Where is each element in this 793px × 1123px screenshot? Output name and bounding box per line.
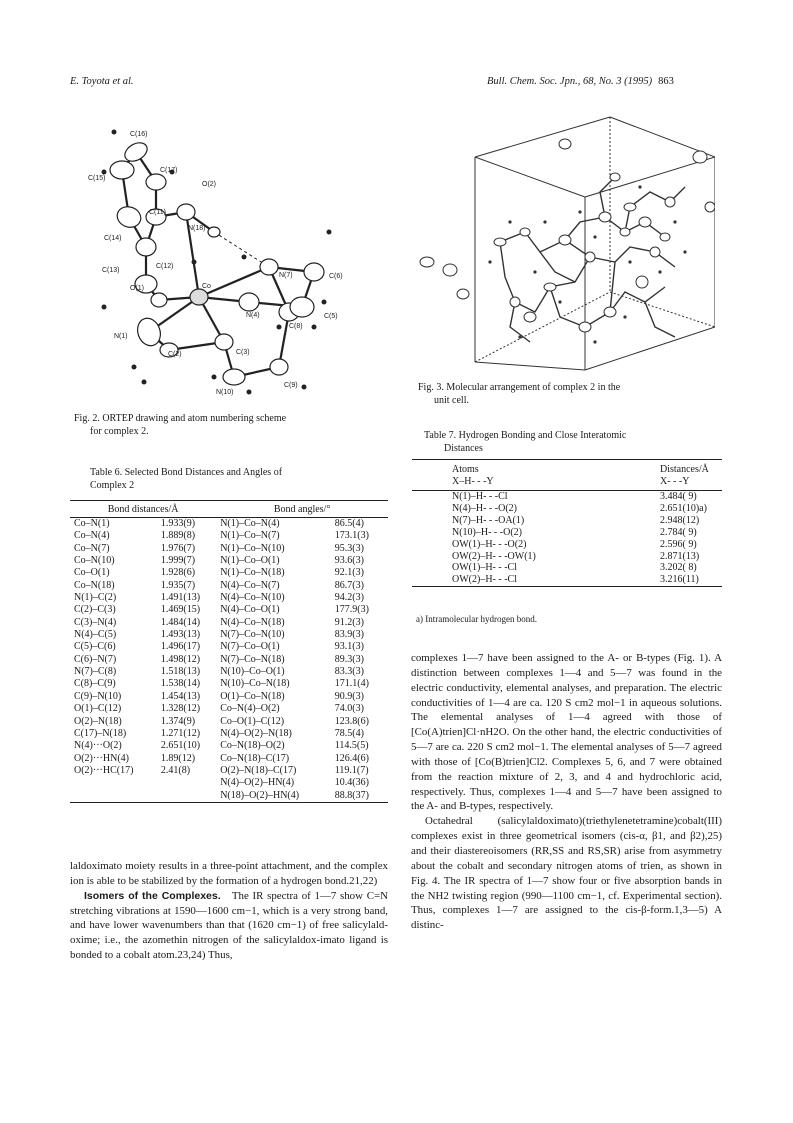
table-cell: 1.889(8) xyxy=(160,530,196,542)
table7-caption xyxy=(424,429,724,455)
table-row xyxy=(70,678,388,690)
fig3-caption-line2: unit cell. xyxy=(434,395,469,406)
table-cell: OW(2)–H- - -OW(1) xyxy=(452,550,536,562)
table-row xyxy=(70,567,388,579)
table-cell: 1.484(14) xyxy=(160,616,201,628)
table-cell: N(1)–C(2) xyxy=(74,592,117,604)
paragraph-text: The IR spectra of 1—7 show C=N stretching vibrations at 1590—1600 cm−1, which is a very strong band, and have lower wavenumbers than that (1620 cm−1) of free salicylald-oxime; i.e., the azomethin nitrogen of the salicylaldox-imato ligand is bonded to a cobalt atom.23,24) Thus, xyxy=(70,889,388,962)
atom-label: O(2) xyxy=(202,181,216,188)
atom-label: C(11) xyxy=(149,209,166,216)
table-cell: 86.7(3) xyxy=(334,579,364,591)
table-cell: O(1)–C(12) xyxy=(74,703,122,715)
table-cell: Co–O(1)–C(12) xyxy=(220,715,285,727)
table-row xyxy=(70,777,388,789)
table7-body xyxy=(412,491,722,587)
table-cell: Co–N(10) xyxy=(74,555,115,567)
table7-caption-line2: Distances xyxy=(444,443,483,454)
paragraph: laldoximato moiety results in a three-point attachment, and the complex ion is able to be stabilized by the formation of a hydrogen bond.21,22) xyxy=(70,860,388,887)
table-cell: N(7)–Co–O(1) xyxy=(220,641,280,653)
table-cell: N(4)–H- - -O(2) xyxy=(452,502,517,514)
table-row xyxy=(412,515,722,527)
table-row xyxy=(70,629,388,641)
table-row xyxy=(70,740,388,752)
table-row xyxy=(412,527,722,539)
table-cell: 2.871(13) xyxy=(660,550,700,562)
table-cell: 1.928(6) xyxy=(160,567,196,579)
table-cell: Co–N(18)–C(17) xyxy=(220,752,290,764)
table-row xyxy=(70,543,388,555)
table-cell: OW(1)–H- - -O(2) xyxy=(452,538,527,550)
hydrogen-atoms xyxy=(102,130,332,395)
table-cell: N(7)–C(8) xyxy=(74,666,117,678)
table-cell: N(1)–Co–O(1) xyxy=(220,555,280,567)
table-row xyxy=(412,503,722,515)
table-cell: 1.999(7) xyxy=(160,555,196,567)
fig2-caption xyxy=(74,412,374,438)
atom-label: C(15) xyxy=(88,175,106,182)
running-head-authors: E. Toyota et al. xyxy=(70,76,134,87)
table-cell: Co–N(4)–O(2) xyxy=(220,703,280,715)
table-cell: C(6)–N(7) xyxy=(74,653,117,665)
ortep-figure xyxy=(74,112,374,402)
atom-label: C(16) xyxy=(130,131,148,138)
section-heading: Isomers of the Complexes. xyxy=(84,889,221,902)
table-cell: 1.496(17) xyxy=(160,641,201,653)
table-cell: C(17)–N(18) xyxy=(74,727,127,739)
table-cell xyxy=(70,790,161,803)
table-cell: 2.651(10) xyxy=(160,740,201,752)
table-cell: 1.498(12) xyxy=(160,653,201,665)
table-cell: 1.374(9) xyxy=(160,715,196,727)
atom-label: C(8) xyxy=(289,323,303,330)
table-cell: O(2)–N(18) xyxy=(74,715,122,727)
atom-label: N(4) xyxy=(246,312,260,319)
table-cell: N(1)–Co–N(18) xyxy=(220,567,285,579)
table-cell: 119.1(7) xyxy=(334,764,369,776)
table-row xyxy=(412,562,722,574)
table-cell: N(1)–H- - -Cl xyxy=(452,491,508,502)
table-cell: 1.933(9) xyxy=(160,518,196,529)
table-cell: 2.948(12) xyxy=(660,514,700,526)
table-cell: 74.0(3) xyxy=(334,703,364,715)
table7-header-distances: Distances/Å xyxy=(660,464,709,475)
table-cell: N(10)–Co–N(18) xyxy=(220,678,290,690)
atom-ellipsoids xyxy=(420,139,715,332)
table-cell: N(4)–Co–N(10) xyxy=(220,592,285,604)
table6-header-distances: Bond distances/Å xyxy=(107,504,179,515)
table-row xyxy=(70,728,388,740)
atom-label: C(2) xyxy=(168,351,182,358)
table-row xyxy=(70,753,388,765)
atom-label: C(17) xyxy=(160,167,178,174)
table-cell: 1.518(13) xyxy=(160,666,201,678)
table7-header-row xyxy=(412,460,722,477)
table-cell: N(7)–H- - -OA(1) xyxy=(452,514,525,526)
table-cell: OW(1)–H- - -Cl xyxy=(452,562,517,574)
table-cell: 1.454(13) xyxy=(160,690,201,702)
table-cell: C(3)–N(4) xyxy=(74,616,117,628)
atom-label: C(12) xyxy=(156,263,174,270)
hydrogen-dots xyxy=(488,185,686,343)
table-row xyxy=(70,518,388,531)
table6-header-angles: Bond angles/° xyxy=(273,504,331,515)
table-cell: N(18)–O(2)–HN(4) xyxy=(220,789,300,801)
table-cell: 3.202( 8) xyxy=(660,562,697,574)
table7-subheader-row xyxy=(412,476,722,491)
table-cell: C(8)–C(9) xyxy=(74,678,116,690)
table-cell: 126.4(6) xyxy=(334,752,369,764)
table-cell: 171.1(4) xyxy=(334,678,369,690)
table-cell: 2.784( 9) xyxy=(660,526,697,538)
table-cell: 173.1(3) xyxy=(334,530,369,542)
table-cell: Co–N(18) xyxy=(74,579,115,591)
table-cell: 95.3(3) xyxy=(334,542,364,554)
table-cell: 10.4(36) xyxy=(334,777,369,789)
table-cell: 1.935(7) xyxy=(160,579,196,591)
atom-label: C(6) xyxy=(329,273,343,280)
atoms xyxy=(110,139,324,385)
table-cell: 3.216(11) xyxy=(660,574,699,586)
atom-label: C(14) xyxy=(104,235,122,242)
table-cell: OW(2)–H- - -Cl xyxy=(452,574,517,586)
table-row xyxy=(70,580,388,592)
hbond-table xyxy=(412,459,722,587)
atom-label: N(7) xyxy=(279,272,293,279)
table-cell: C(2)–C(3) xyxy=(74,604,116,616)
fig2-caption-line1: Fig. 2. ORTEP drawing and atom numbering scheme xyxy=(74,413,287,424)
table-row xyxy=(70,604,388,616)
table-row xyxy=(412,574,722,586)
table-cell: N(4)–Co–N(7) xyxy=(220,579,280,591)
table-cell: N(1)–Co–N(4) xyxy=(220,518,280,529)
table-cell: 83.9(3) xyxy=(334,629,364,641)
table-cell: N(4)–Co–N(18) xyxy=(220,616,285,628)
table-cell: 1.976(7) xyxy=(160,542,196,554)
unit-cell-figure xyxy=(415,112,715,377)
table-cell: 1.493(13) xyxy=(160,629,201,641)
fig2-caption-line2: for complex 2. xyxy=(90,426,149,437)
atom-label: C(13) xyxy=(102,267,120,274)
table7-subheader-distances: X- - -Y xyxy=(660,476,690,487)
table-cell: Co–N(18)–O(2) xyxy=(220,740,285,752)
table-cell: O(2)···HC(17) xyxy=(74,764,134,776)
table-cell: 78.5(4) xyxy=(334,727,364,739)
table-cell: 83.3(3) xyxy=(334,666,364,678)
table-cell: 123.8(6) xyxy=(334,715,369,727)
page-number: 863 xyxy=(658,76,674,87)
table-cell: 2.596( 9) xyxy=(660,538,697,550)
table-cell: O(2)···HN(4) xyxy=(74,752,129,764)
table6-caption-line2: Complex 2 xyxy=(90,480,135,491)
table-cell: N(4)–Co–O(1) xyxy=(220,604,280,616)
table-cell xyxy=(70,777,161,789)
table-row xyxy=(70,654,388,666)
right-column-text xyxy=(411,651,722,933)
table6-caption-line1: Table 6. Selected Bond Distances and Angles of xyxy=(90,467,283,478)
left-column-text xyxy=(70,859,388,963)
table-cell: 91.2(3) xyxy=(334,616,364,628)
table-cell: N(10)–Co–O(1) xyxy=(220,666,285,678)
table-cell: 3.484( 9) xyxy=(660,491,697,502)
atom-label: C(3) xyxy=(236,349,250,356)
paragraph: Octahedral (salicylaldoximato)(triethylenetetramine)cobalt(III) complexes exist in three geometrical isomers (cis-α, β1, and β2),25) and their diastereoisomers (RR,SS and RS,SR) arise from asymmetry about the cobalt and secondary nitrogen atoms of trien, as shown in Fig. 4. The IR spectra of 1—7 show four or five absorption bands in the NH2 twisting region (990—1100 cm−1, cf. Experimental section). Thus, complexes 1—7 are assigned to the cis-β-form.1,3—5) A distinc- xyxy=(411,815,722,932)
table-row xyxy=(70,691,388,703)
fig3-caption xyxy=(418,381,718,407)
table-row xyxy=(70,765,388,777)
table-row xyxy=(70,716,388,728)
table-cell: 86.5(4) xyxy=(334,518,364,529)
atom-label: Co xyxy=(202,283,211,290)
table-cell: 177.9(3) xyxy=(334,604,369,616)
table-row xyxy=(412,551,722,563)
table7-subheader-atoms: X–H- - -Y xyxy=(452,476,494,487)
hydrogen-bond-line xyxy=(214,232,269,267)
table-cell: 1.538(14) xyxy=(160,678,201,690)
atom-label: C(9) xyxy=(284,382,298,389)
table-cell: 93.1(3) xyxy=(334,641,364,653)
table-cell: 90.9(3) xyxy=(334,690,364,702)
table-cell: N(4)–O(2)–HN(4) xyxy=(220,777,295,789)
table-cell: 92.1(3) xyxy=(334,567,364,579)
table-cell: 1.491(13) xyxy=(160,592,201,604)
table-cell: Co–N(1) xyxy=(74,518,110,529)
table-cell: 93.6(3) xyxy=(334,555,364,567)
bond-table xyxy=(70,500,388,803)
running-head-journal xyxy=(487,76,674,87)
table-row xyxy=(412,491,722,503)
table-cell xyxy=(161,790,216,803)
table-cell: N(4)–C(5) xyxy=(74,629,117,641)
table-cell: N(10)–H- - -O(2) xyxy=(452,526,522,538)
atom-label: O(1) xyxy=(130,285,144,292)
table-cell: 2.651(10)a) xyxy=(660,502,707,514)
table-cell: 1.469(15) xyxy=(160,604,201,616)
table-cell: N(1)–Co–N(7) xyxy=(220,530,280,542)
table-cell: O(2)–N(18)–C(17) xyxy=(220,764,297,776)
table-row xyxy=(70,592,388,604)
table-row xyxy=(70,703,388,715)
atom-label: N(1) xyxy=(114,333,128,340)
atom-label: C(5) xyxy=(324,313,338,320)
table-cell: 114.5(5) xyxy=(334,740,369,752)
table-cell: 2.41(8) xyxy=(160,764,191,776)
table-cell: N(7)–Co–N(18) xyxy=(220,653,285,665)
table-cell: N(4)···O(2) xyxy=(74,740,122,752)
atom-label: N(18) xyxy=(188,225,206,232)
paragraph xyxy=(70,889,388,963)
table-cell: 88.8(37) xyxy=(334,789,369,801)
table-cell: O(1)–Co–N(18) xyxy=(220,690,285,702)
atom-label: N(10) xyxy=(216,389,234,396)
table-cell: 94.2(3) xyxy=(334,592,364,604)
table-row xyxy=(70,790,388,803)
table-cell: 89.3(3) xyxy=(334,653,364,665)
table6-caption xyxy=(90,466,380,492)
table-row xyxy=(70,530,388,542)
journal-citation: Bull. Chem. Soc. Jpn., 68, No. 3 (1995) xyxy=(487,76,653,87)
table-cell: N(1)–Co–N(10) xyxy=(220,542,285,554)
table-cell: C(9)–N(10) xyxy=(74,690,122,702)
table7-footnote: a) Intramolecular hydrogen bond. xyxy=(416,614,537,624)
table-cell: Co–N(7) xyxy=(74,542,110,554)
table-row xyxy=(70,666,388,678)
table-cell: N(7)–Co–N(10) xyxy=(220,629,285,641)
table-cell: Co–N(4) xyxy=(74,530,110,542)
table-cell: C(5)–C(6) xyxy=(74,641,116,653)
table-row xyxy=(70,641,388,653)
table-cell: 1.271(12) xyxy=(160,727,201,739)
table-cell: N(4)–O(2)–N(18) xyxy=(220,727,292,739)
table7-caption-line1: Table 7. Hydrogen Bonding and Close Interatomic xyxy=(424,430,627,441)
table-cell: 1.328(12) xyxy=(160,703,201,715)
table-cell xyxy=(161,777,216,789)
table-cell: Co–O(1) xyxy=(74,567,110,579)
paragraph: complexes 1—7 have been assigned to the A- or B-types (Fig. 1). A distinction between complexes 1—4 and 5—7 was found in the electric conductivity, elemental analyses, and preparation. The electric conductivities of 1—4 are ca. 120 S cm2 mol−1 in aqueous solutions. The elemental analyses of 1—4 agreed with those of [Co(A)trien]Cl·nH2O. On the other hand, the electric conductivities of 5—7 are ca. 220 S cm2 mol−1. The elemental analyses of 5—7 agreed with those of [Co(B)trien]Cl2. Complexes 5, 6, and 7 were obtained from the reaction mixture of 2, 3, and 4 and hydrochloric acid, respectively. Thus, complexes 1—4 and 5—7 have been assigned to the A- and B-types, respectively. xyxy=(411,652,722,813)
table6-body xyxy=(70,518,388,803)
table6-header-row xyxy=(70,501,388,518)
table7-header-atoms: Atoms xyxy=(452,464,479,475)
fig3-caption-line1: Fig. 3. Molecular arrangement of complex 2 in the xyxy=(418,382,621,393)
unit-cell-box xyxy=(475,117,715,370)
table-row xyxy=(70,555,388,567)
table-row xyxy=(70,617,388,629)
table-cell: 1.89(12) xyxy=(160,752,196,764)
table-row xyxy=(412,539,722,551)
